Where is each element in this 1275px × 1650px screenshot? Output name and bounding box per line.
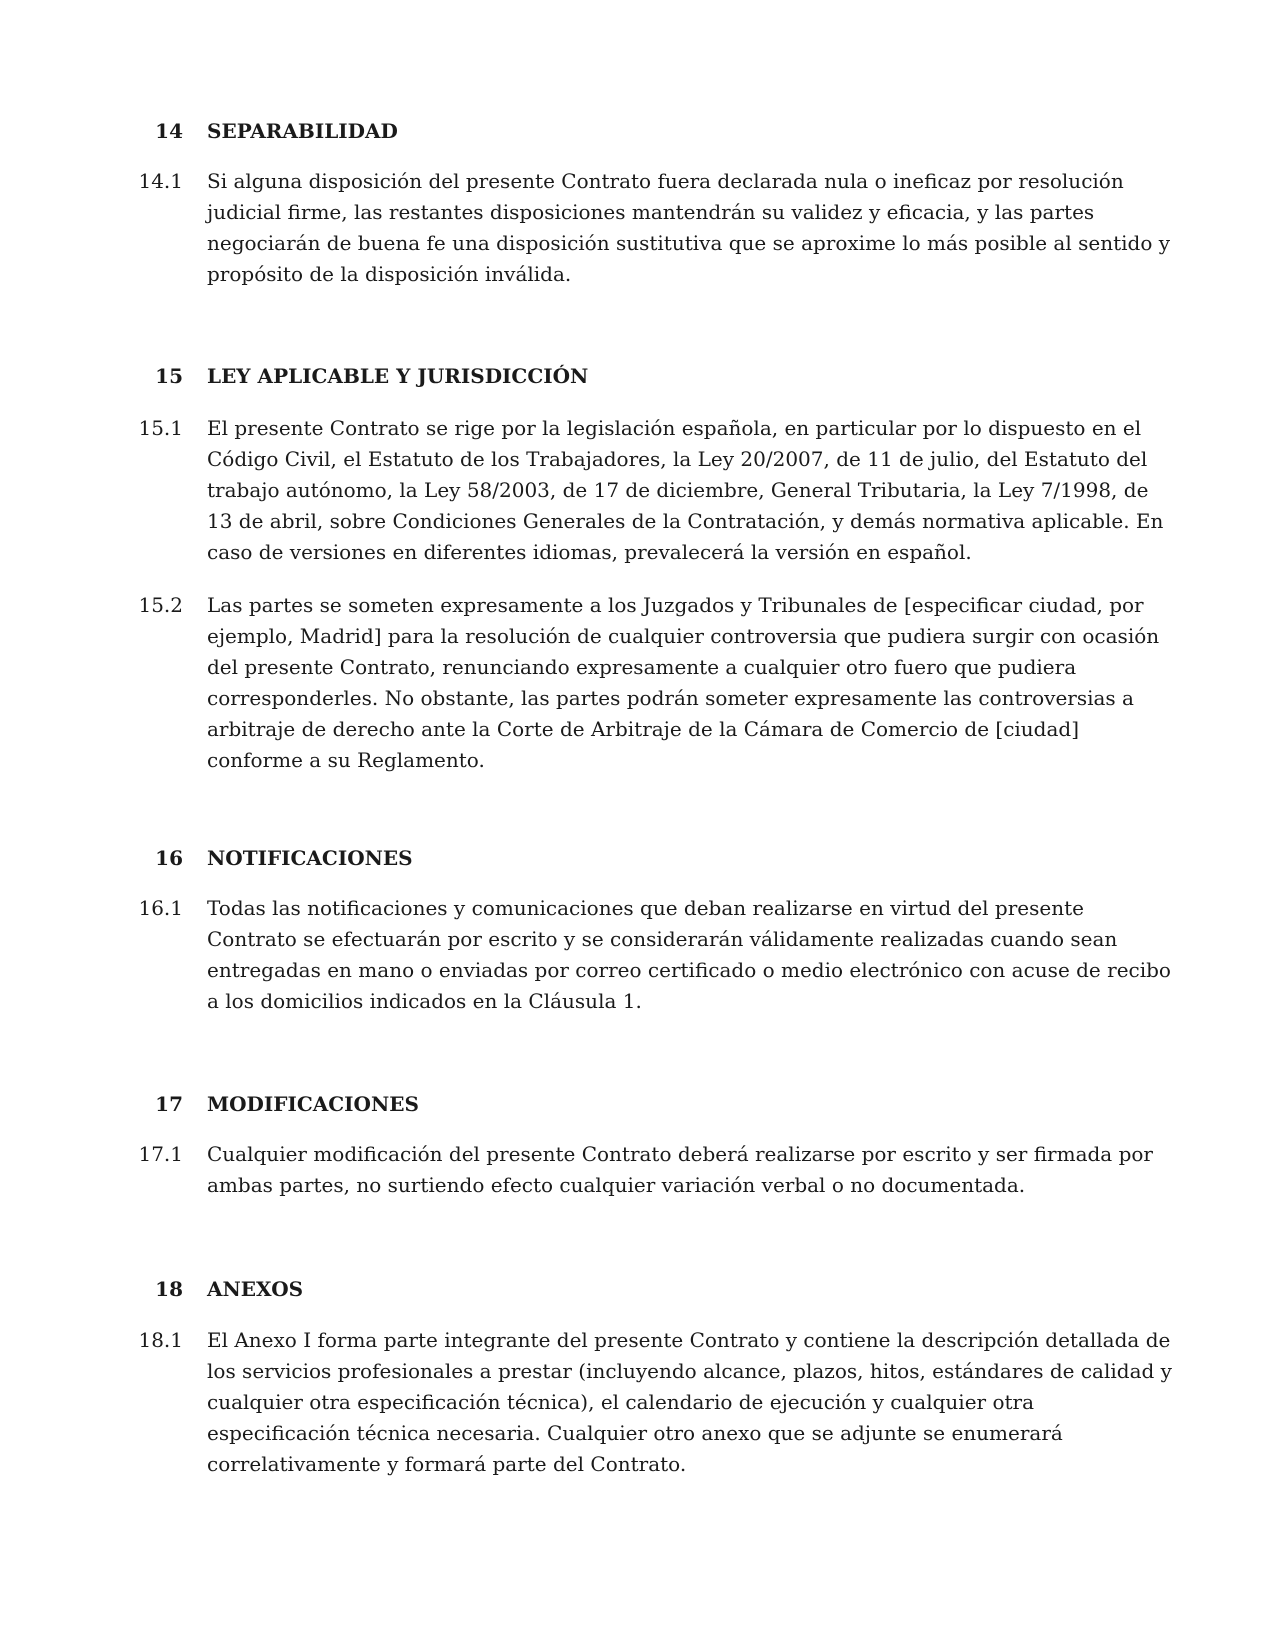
section-title: NOTIFICACIONES — [207, 846, 413, 870]
clause-line: a los domicilios indicados en la Cláusula 1. — [207, 989, 642, 1013]
clause-line: judicial firme, las restantes disposiciones mantendrán su validez y eficacia, y las partes — [207, 200, 1095, 224]
clause-line: El presente Contrato se rige por la legislación española, en particular por lo dispuesto en el — [207, 416, 1142, 440]
section-number: 18 — [155, 1277, 183, 1301]
clause-text — [207, 590, 1160, 776]
clause-line: negociarán de buena fe una disposición sustitutiva que se aproxime lo más posible al sentido y — [207, 231, 1171, 255]
clause-line: Todas las notificaciones y comunicaciones que deban realizarse en virtud del presente — [207, 896, 1084, 920]
clause-line: El Anexo I forma parte integrante del presente Contrato y contiene la descripción detallada de — [207, 1328, 1171, 1352]
section-number: 16 — [155, 846, 183, 870]
clause-line: corresponderles. No obstante, las partes podrán someter expresamente las controversias a — [207, 686, 1134, 710]
clause-text — [207, 1325, 1172, 1480]
clause-line: Código Civil, el Estatuto de los Trabajadores, la Ley 20/2007, de 11 de julio, del Estatuto del — [207, 447, 1148, 471]
clause-text — [207, 893, 1171, 1017]
clause-number: 15.2 — [138, 593, 183, 617]
clause-line: 13 de abril, sobre Condiciones Generales de la Contratación, y demás normativa aplicable. En — [207, 509, 1164, 533]
clause-line: Si alguna disposición del presente Contrato fuera declarada nula o ineficaz por resolución — [207, 169, 1124, 193]
clause-line: correlativamente y formará parte del Contrato. — [207, 1452, 687, 1476]
clause-line: Las partes se someten expresamente a los Juzgados y Tribunales de [especificar ciudad, por — [207, 593, 1144, 617]
section-number: 14 — [155, 119, 183, 143]
clause-line: los servicios profesionales a prestar (incluyendo alcance, plazos, hitos, estándares de calidad y — [207, 1359, 1172, 1383]
section-number: 15 — [155, 364, 183, 388]
section-title: MODIFICACIONES — [207, 1092, 419, 1116]
clause-line: ambas partes, no surtiendo efecto cualquier variación verbal o no documentada. — [207, 1173, 1026, 1197]
clause-line: del presente Contrato, renunciando expresamente a cualquier otro fuero que pudiera — [207, 655, 1077, 679]
clause-line: conforme a su Reglamento. — [207, 748, 485, 772]
section-title: ANEXOS — [207, 1277, 304, 1301]
section-title: SEPARABILIDAD — [207, 119, 398, 143]
section-title: LEY APLICABLE Y JURISDICCIÓN — [207, 364, 589, 388]
clause-line: especificación técnica necesaria. Cualquier otro anexo que se adjunte se enumerará — [207, 1421, 1063, 1445]
clause-text — [207, 413, 1164, 568]
clause-text — [207, 1139, 1153, 1201]
clause-line: Contrato se efectuarán por escrito y se considerarán válidamente realizadas cuando sean — [207, 927, 1118, 951]
clause-number: 18.1 — [138, 1328, 183, 1352]
clause-line: entregadas en mano o enviadas por correo certificado o medio electrónico con acuse de recibo — [207, 958, 1171, 982]
clause-line: arbitraje de derecho ante la Corte de Arbitraje de la Cámara de Comercio de [ciudad] — [207, 717, 1080, 741]
clause-line: caso de versiones en diferentes idiomas, prevalecerá la versión en español. — [207, 540, 972, 564]
clause-line: ejemplo, Madrid] para la resolución de cualquier controversia que pudiera surgir con ocasión — [207, 624, 1160, 648]
clause-number: 15.1 — [138, 416, 183, 440]
section-number: 17 — [155, 1092, 183, 1116]
clause-number: 14.1 — [138, 169, 183, 193]
clause-number: 17.1 — [138, 1142, 183, 1166]
clause-line: trabajo autónomo, la Ley 58/2003, de 17 de diciembre, General Tributaria, la Ley 7/1998, de — [207, 478, 1149, 502]
clause-line: Cualquier modificación del presente Contrato deberá realizarse por escrito y ser firmada por — [207, 1142, 1153, 1166]
clause-text — [207, 166, 1171, 290]
clause-line: cualquier otra especificación técnica), el calendario de ejecución y cualquier otra — [207, 1390, 1035, 1414]
clause-number: 16.1 — [138, 896, 183, 920]
clause-line: propósito de la disposición inválida. — [207, 262, 572, 286]
